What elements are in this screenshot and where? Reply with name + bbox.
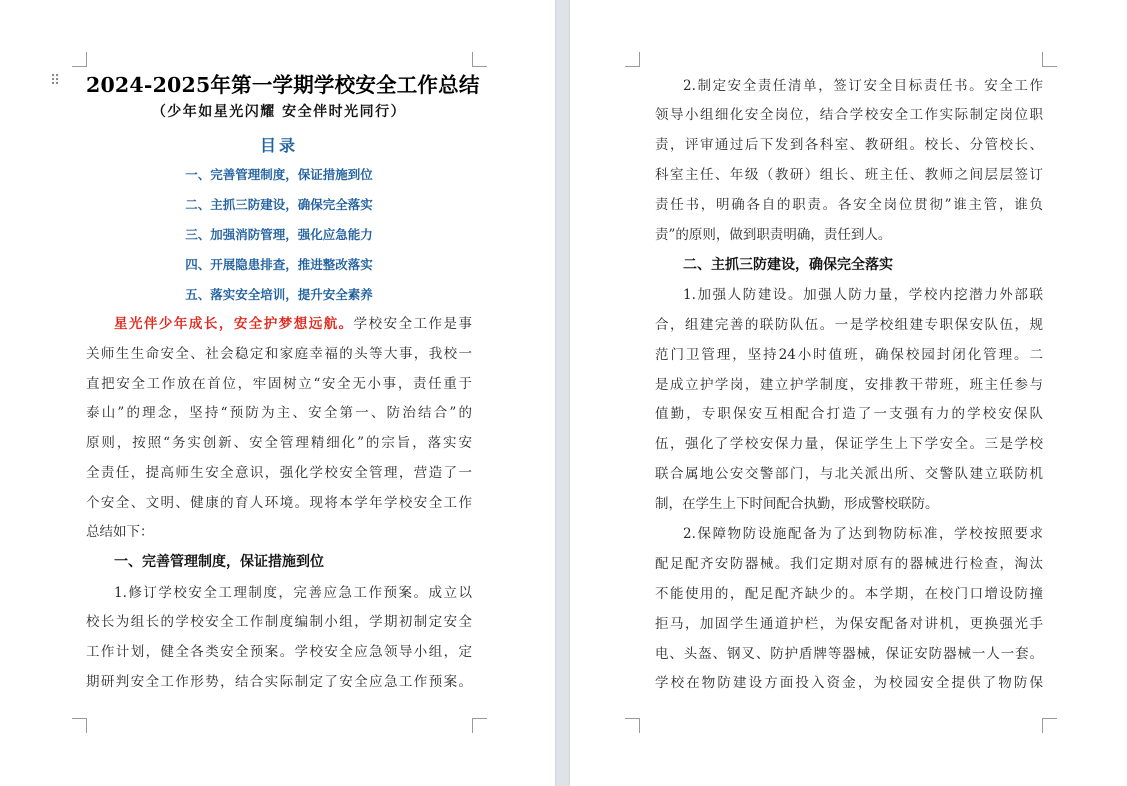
body-line: 伍，强化了学校安保力量，保证学生上下学安全。三是学校	[655, 436, 1043, 452]
intro-line: 全责任，提高师生安全意识，强化学校安全管理，营造了一	[86, 465, 472, 481]
crop-mark-top-right	[1042, 52, 1057, 67]
body-line: 联合属地公安交警部门，与北关派出所、交警队建立联防机	[655, 466, 1043, 482]
body-line: 制，在学生上下时间配合执勤，形成警校联防。	[655, 496, 939, 512]
body-line: 工作计划，健全各类安全预案。学校安全应急领导小组，定	[86, 644, 472, 660]
body-line: 值勤，专职保安互相配合打造了一支强有力的学校安保队	[655, 406, 1043, 422]
body-line: 责任书，明确各自的职责。各安全岗位贯彻”谁主管，谁负	[655, 197, 1043, 213]
intro-line: 个安全、文明、健康的育人环境。现将本学年学校安全工作	[86, 495, 472, 511]
body-line: 电、头盔、钢叉、防护盾牌等器械，保证安防器械一人一套。	[655, 646, 1043, 662]
crop-mark-bottom-right	[1042, 718, 1057, 733]
page-subtitle: （少年如星光闪耀 安全伴时光同行）	[151, 104, 407, 120]
body-line: 领导小组细化安全岗位，结合学校安全工作实际制定岗位职	[655, 107, 1043, 123]
intro-line: 总结如下：	[86, 524, 154, 540]
document-page-left[interactable]	[0, 0, 555, 786]
intro-highlight: 星光伴少年成长，安全护梦想远航。	[114, 316, 354, 332]
body-line: 配足配齐安防器械。我们定期对原有的器械进行检查，淘汰	[655, 556, 1043, 572]
intro-line: 原则，按照“务实创新、安全管理精细化”的宗旨，落实安	[86, 435, 472, 451]
toc-item[interactable]: 一、完善管理制度，保证措施到位	[185, 167, 373, 182]
intro-text: 学校安全工作是事	[353, 316, 473, 332]
drag-handle-icon[interactable]: ⠿	[50, 73, 61, 89]
toc-item[interactable]: 三、加强消防管理，强化应急能力	[185, 227, 373, 242]
page-title: 2024-2025年第一学期学校安全工作总结	[86, 73, 480, 97]
intro-line: 关师生生命安全、社会稳定和家庭幸福的头等大事，我校一	[86, 346, 472, 362]
body-line: 期研判安全工作形势，结合实际制定了安全应急工作预案。	[86, 674, 472, 690]
intro-line	[86, 315, 472, 333]
body-line: 不能使用的，配足配齐缺少的。本学期，在校门口增设防撞	[655, 586, 1043, 602]
body-line: 1.修订学校安全工理制度，完善应急工作预案。成立以	[114, 585, 472, 601]
intro-line: 泰山”的理念，坚持“预防为主、安全第一、防治结合”的	[86, 405, 472, 421]
right-page-content	[655, 0, 1043, 786]
body-line: 2.保障物防设施配备为了达到物防标准，学校按照要求	[683, 526, 1043, 542]
body-line: 校长为组长的学校安全工作制度编制小组，学期初制定安全	[86, 614, 472, 630]
intro-line: 直把安全工作放在首位，牢固树立“安全无小事，责任重于	[86, 376, 472, 392]
crop-mark-top-right	[472, 52, 487, 67]
crop-mark-top-left	[625, 52, 640, 67]
body-line: 是成立护学岗，建立护学制度，安排教干带班，班主任参与	[655, 377, 1043, 393]
body-line: 合，组建完善的联防队伍。一是学校组建专职保安队伍，规	[655, 317, 1043, 333]
left-page-content	[86, 0, 480, 786]
body-line: 科室主任、年级（教研）组长、班主任、教师之间层层签订	[655, 167, 1043, 183]
crop-mark-top-left	[72, 52, 87, 67]
body-line: 责”的原则，做到职责明确，责任到人。	[655, 227, 892, 243]
body-line: 拒马，加固学生通道护栏，为保安配备对讲机，更换强光手	[655, 616, 1043, 632]
toc-item[interactable]: 五、落实安全培训，提升安全素养	[185, 287, 373, 302]
body-line: 学校在物防建设方面投入资金，为校园安全提供了物防保	[655, 675, 1043, 691]
toc-heading: 目录	[259, 136, 298, 155]
body-line: 责，评审通过后下发到各科室、教研组。校长、分管校长、	[655, 137, 1043, 153]
crop-mark-bottom-left	[72, 718, 87, 733]
body-line: 范门卫管理，坚持24小时值班，确保校园封闭化管理。二	[655, 347, 1043, 363]
body-line: 2.制定安全责任清单，签订安全目标责任书。安全工作	[683, 78, 1043, 94]
section-heading: 二、主抓三防建设，确保完全落实	[683, 257, 893, 273]
toc-item[interactable]: 四、开展隐患排查，推进整改落实	[185, 257, 373, 272]
crop-mark-bottom-left	[625, 718, 640, 733]
body-line: 1.加强人防建设。加强人防力量，学校内挖潜力外部联	[683, 287, 1043, 303]
crop-mark-bottom-right	[472, 718, 487, 733]
section-heading: 一、完善管理制度，保证措施到位	[114, 554, 324, 570]
toc-item[interactable]: 二、主抓三防建设，确保完全落实	[185, 197, 373, 212]
